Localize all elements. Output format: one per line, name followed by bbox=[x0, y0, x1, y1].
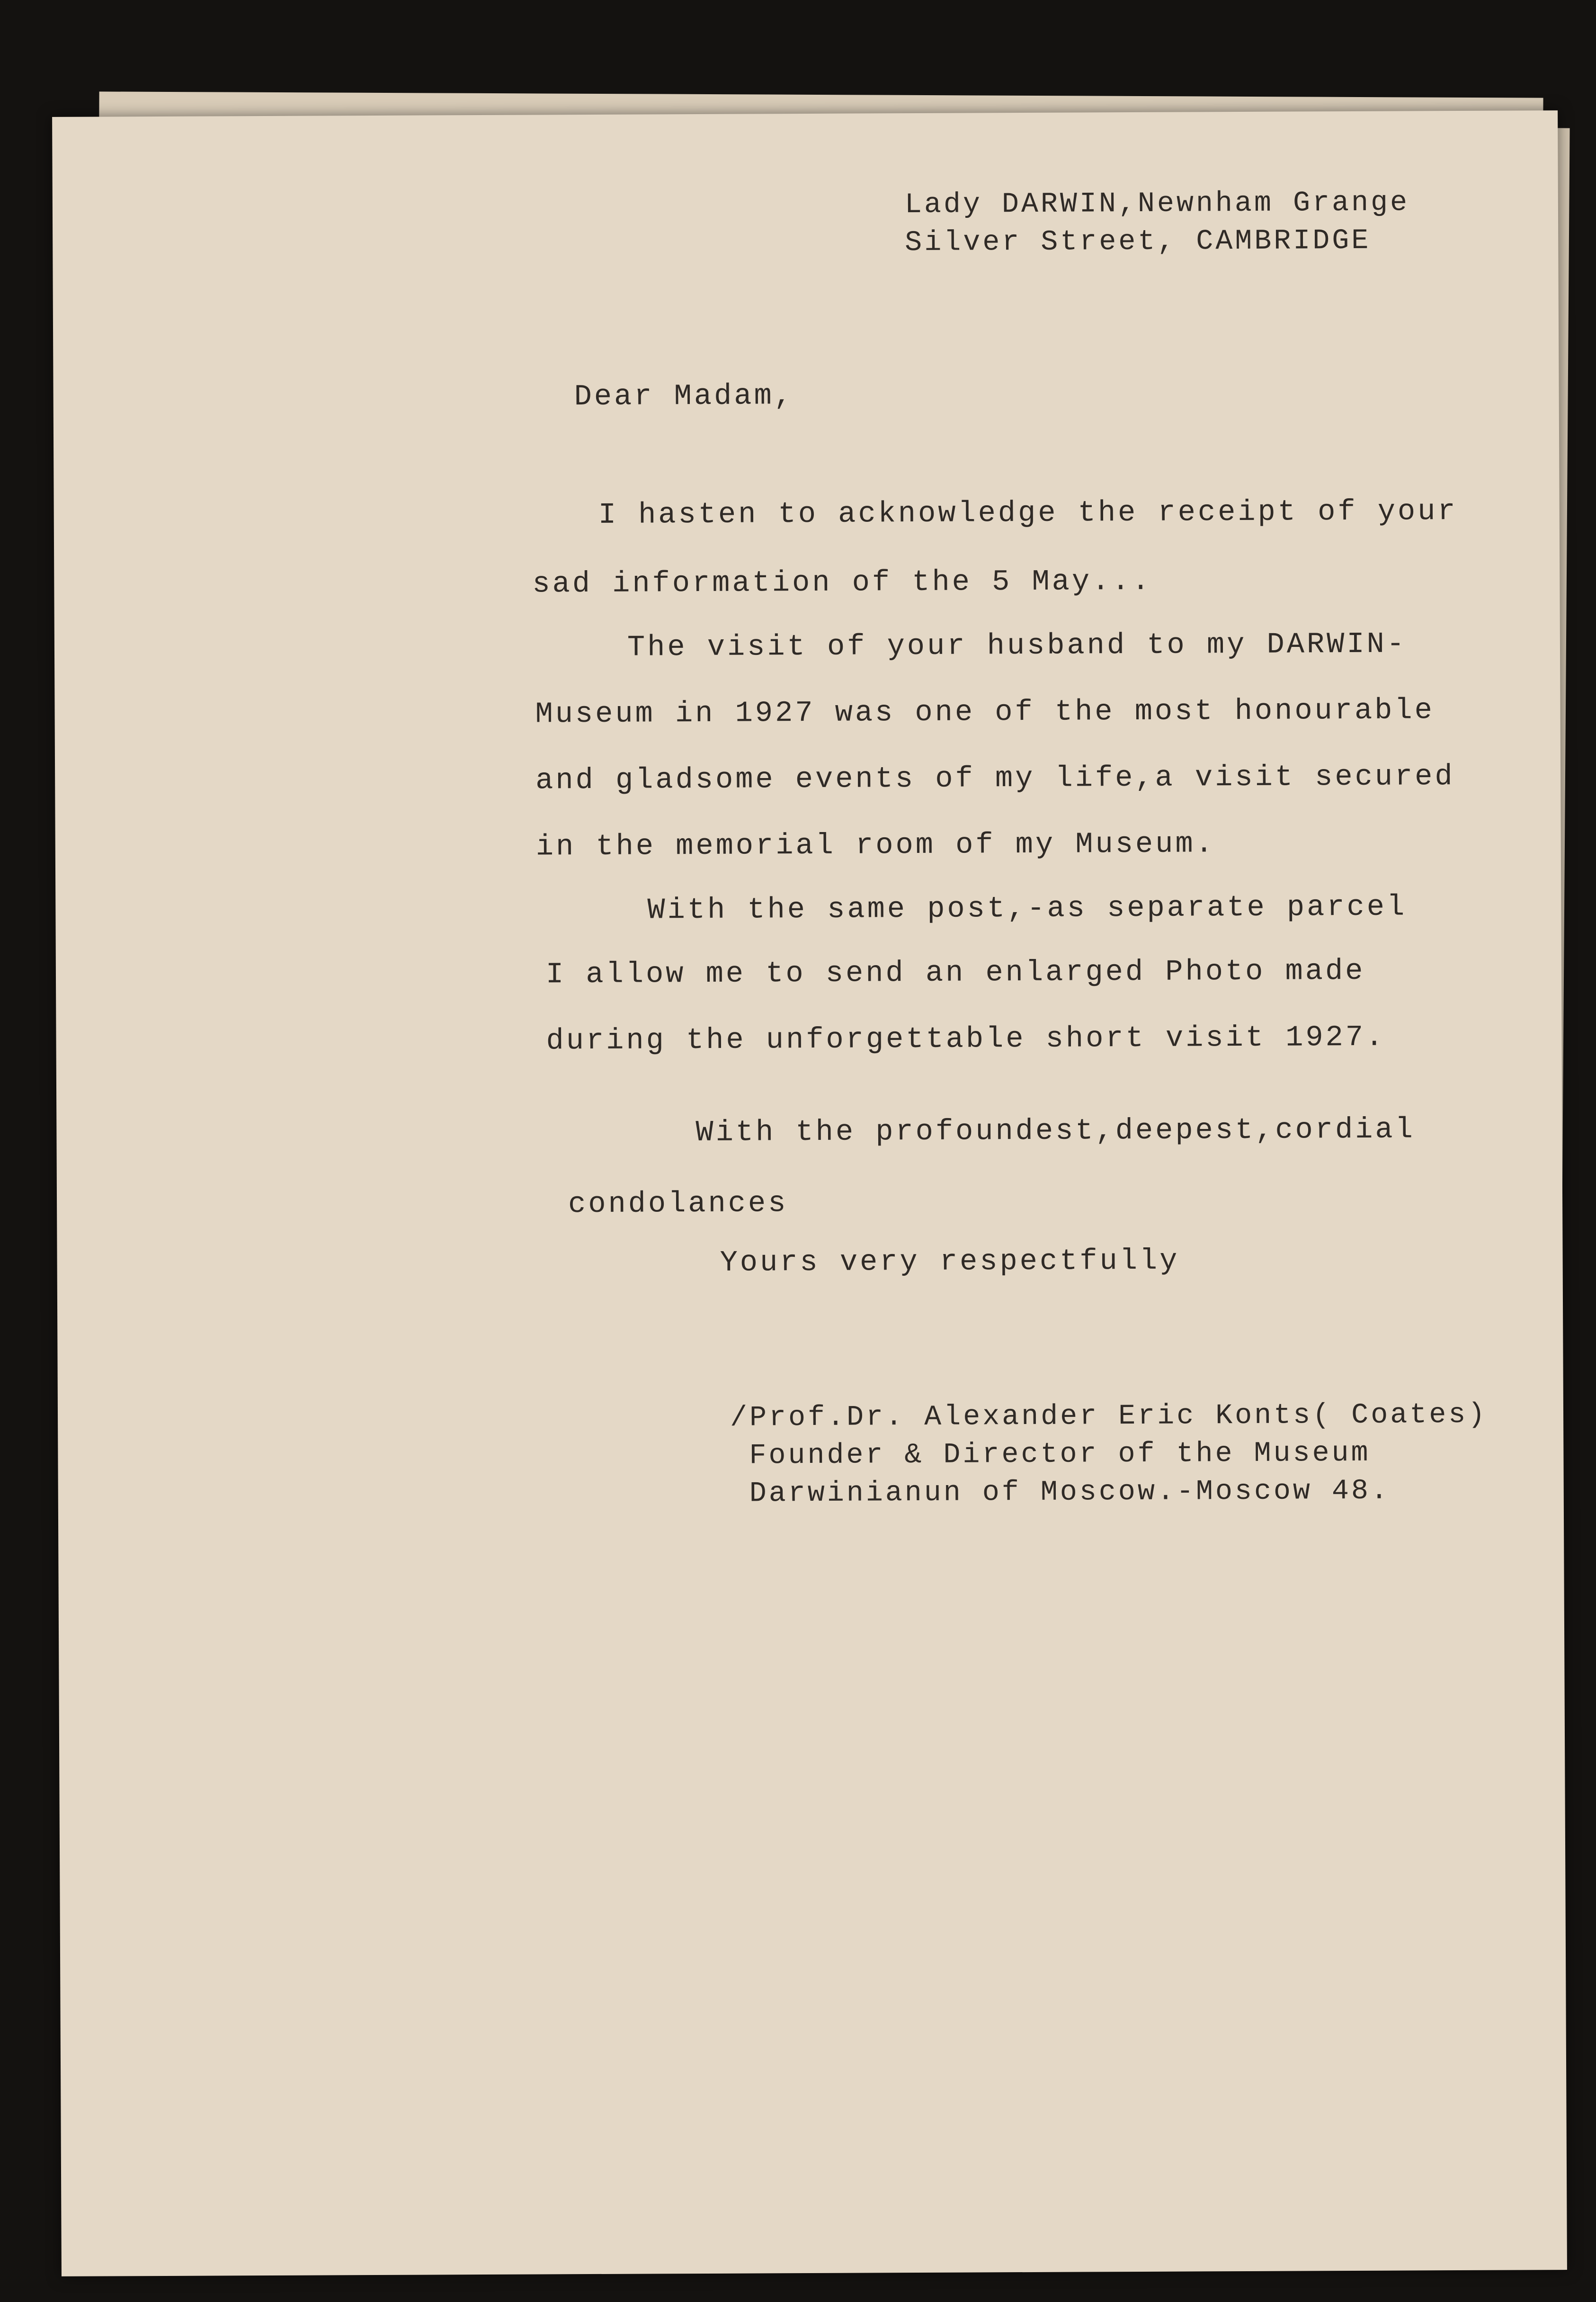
recipient-address-line-1: Lady DARWIN,Newnham Grange bbox=[904, 187, 1410, 222]
body-line: in the memorial room of my Museum. bbox=[535, 827, 1215, 864]
signature-line-3: Darwinianun of Moscow.-Moscow 48. bbox=[749, 1475, 1391, 1510]
body-line: With the same post,-as separate parcel bbox=[647, 890, 1407, 927]
salutation: Dear Madam, bbox=[574, 379, 794, 414]
body-line: Museum in 1927 was one of the most honourable bbox=[535, 693, 1435, 731]
body-line: and gladsome events of my life,a visit secured bbox=[535, 760, 1455, 797]
body-line: during the unforgettable short visit 1927. bbox=[546, 1020, 1386, 1058]
letter-page bbox=[52, 110, 1567, 2276]
body-line: condolances bbox=[568, 1186, 788, 1221]
body-line: I hasten to acknowledge the receipt of your bbox=[598, 494, 1458, 532]
signature-line-1: /Prof.Dr. Alexander Eric Konts( Coates) bbox=[730, 1398, 1488, 1434]
body-line: The visit of your husband to my DARWIN- bbox=[627, 627, 1407, 664]
body-line: With the profoundest,deepest,cordial bbox=[695, 1112, 1415, 1150]
signature-line-2: Founder & Director of the Museum bbox=[749, 1437, 1371, 1472]
closing: Yours very respectfully bbox=[720, 1244, 1180, 1280]
body-line: I allow me to send an enlarged Photo made bbox=[545, 954, 1365, 992]
body-line: sad information of the 5 May... bbox=[532, 564, 1152, 601]
recipient-address-line-2: Silver Street, CAMBRIDGE bbox=[905, 224, 1371, 260]
